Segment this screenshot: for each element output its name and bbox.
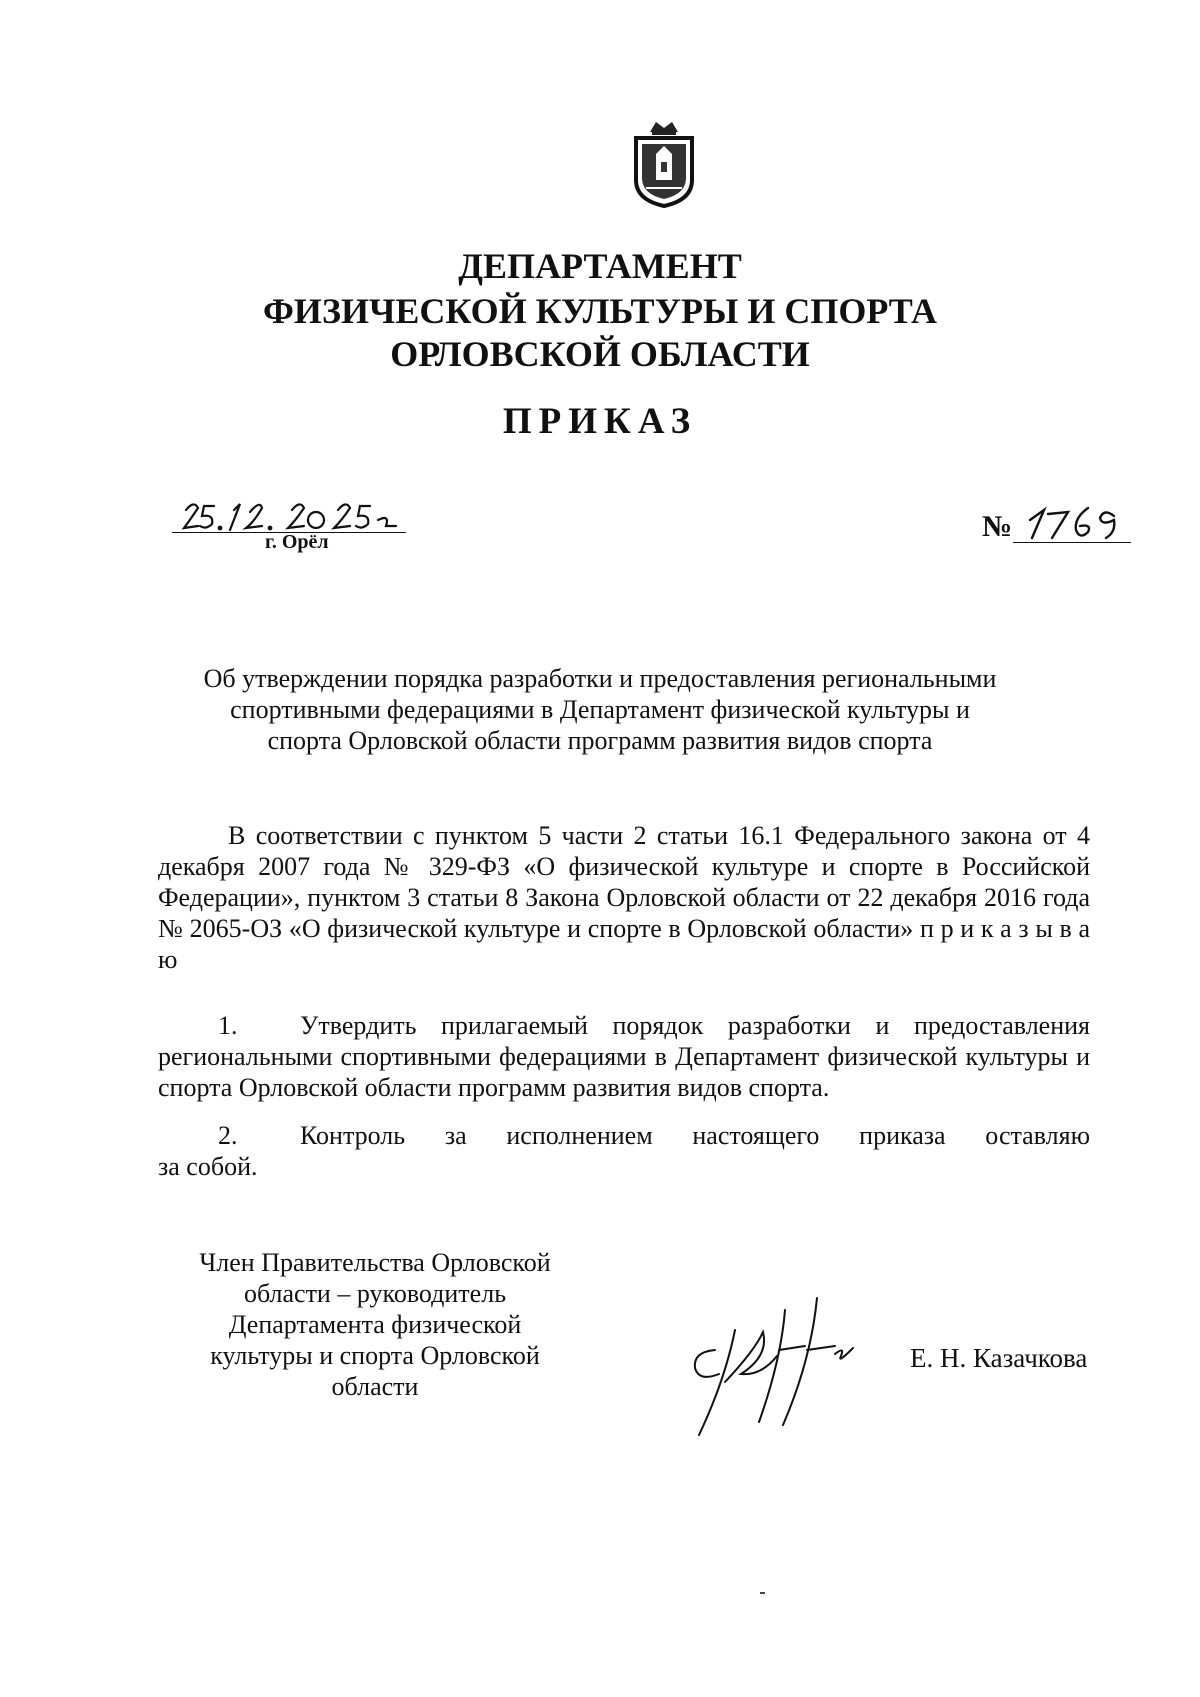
city-label: г. Орёл: [265, 531, 329, 553]
order-subject-line1: Об утверждении порядка разработки и предоставления региональными: [203, 664, 997, 693]
position-line5: области: [331, 1372, 419, 1401]
item-2-continuation: за собой.: [158, 1152, 258, 1181]
position-line4: культуры и спорта Орловской: [210, 1341, 540, 1370]
signer-name: Е. Н. Казачкова: [910, 1343, 1088, 1373]
order-subject: [170, 663, 1030, 756]
handwritten-signature: [685, 1290, 860, 1440]
preamble-paragraph: В соответствии с пунктом 5 части 2 статьи 16.1 Федерального закона от 4 декабря 2007 года № 329-ФЗ «О физической культуре и спорте в Российской Федерации», пунктом 3 статьи 8 Закона Орловской области от 22 декабря 2016 года № 2065-ОЗ «О физической культуре и спорте в Орловской области» п р и к а з ы в а ю: [158, 821, 1090, 974]
coat-of-arms-icon: [628, 118, 700, 208]
item-2-first-line: Контроль за исполнением настоящего приказа оставляю: [300, 1121, 1090, 1150]
order-subject-line2: спортивными федерациями в Департамент физической культуры и: [230, 695, 970, 724]
number-sign: №: [982, 510, 1013, 543]
item-2-number: 2.: [218, 1121, 238, 1150]
item-1-first-line: Утвердить прилагаемый порядок разработки и предоставления: [300, 1011, 1090, 1040]
handwritten-date: [180, 496, 410, 536]
order-item-2: [158, 1120, 1090, 1151]
position-line2: области – руководитель: [243, 1279, 507, 1308]
number-underline: [1013, 542, 1131, 543]
position-line3: Департамента физической: [228, 1310, 522, 1339]
document-type-title: ПРИКАЗ: [502, 401, 698, 442]
signatory-position: [160, 1247, 590, 1402]
position-line1: Член Правительства Орловской: [199, 1248, 551, 1277]
item-1-number: 1.: [218, 1011, 238, 1040]
department-name-line3: ОРЛОВСКОЙ ОБЛАСТИ: [390, 334, 810, 374]
item-1-continuation: региональными спортивными федерациями в Департамент физической культуры и спорта Орловской области программ развития видов спорта.: [158, 1042, 1090, 1102]
order-item-1: [158, 1010, 1090, 1041]
order-subject-line3: спорта Орловской области программ развития видов спорта: [267, 726, 933, 755]
handwritten-order-number: [1022, 500, 1132, 542]
department-name-line1: ДЕПАРТАМЕНТ: [458, 246, 742, 286]
scan-speck: [760, 1592, 765, 1594]
department-name-line2: ФИЗИЧЕСКОЙ КУЛЬТУРЫ И СПОРТА: [263, 291, 937, 331]
